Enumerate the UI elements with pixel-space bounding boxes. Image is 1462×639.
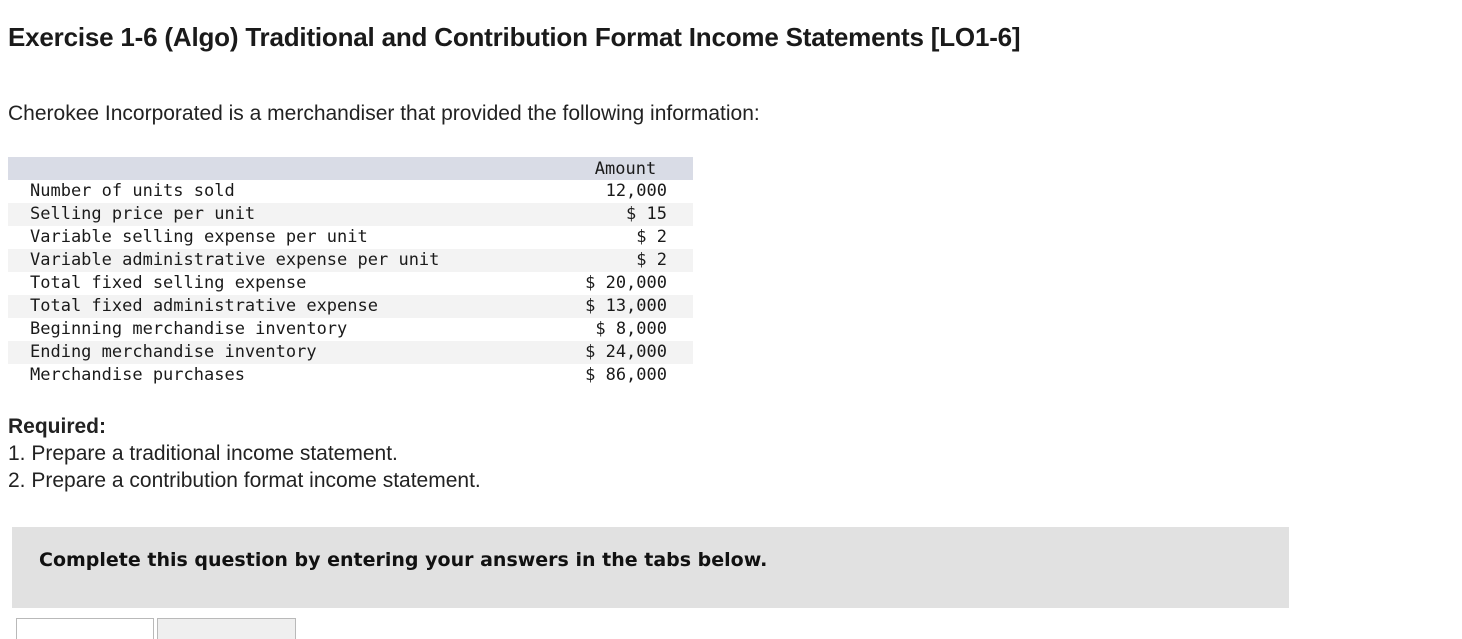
required-heading: Required: — [8, 415, 107, 438]
table-row — [8, 180, 693, 203]
row-value: $ 20,000 — [585, 273, 667, 293]
table-row — [8, 203, 693, 226]
data-table — [8, 157, 693, 387]
row-value: $ 86,000 — [585, 365, 667, 385]
instructions-banner — [12, 527, 1289, 608]
row-value: $ 2 — [558, 249, 693, 272]
tab-required-1[interactable] — [16, 618, 154, 639]
row-value: $ 2 — [636, 227, 667, 247]
page-title: Exercise 1-6 (Algo) Traditional and Contribution Format Income Statements [LO1-6] — [8, 22, 1021, 52]
label-column-header — [8, 157, 558, 180]
table-header-row — [8, 157, 693, 180]
table-row — [8, 295, 693, 318]
table-row — [8, 318, 693, 341]
required-section — [8, 413, 481, 494]
table-row — [8, 341, 693, 364]
required-item: 2. Prepare a contribution format income statement. — [8, 469, 481, 492]
row-value: $ 15 — [558, 203, 693, 226]
row-value: 12,000 — [605, 181, 667, 201]
row-label: Variable administrative expense per unit — [8, 249, 558, 272]
table-row — [8, 272, 693, 295]
banner-text: Complete this question by entering your answers in the tabs below. — [39, 549, 768, 571]
row-value: $ 13,000 — [558, 295, 693, 318]
row-label: Total fixed selling expense — [30, 273, 307, 293]
row-label: Merchandise purchases — [30, 365, 245, 385]
intro-text: Cherokee Incorporated is a merchandiser that provided the following information: — [8, 102, 760, 125]
table-row — [8, 364, 693, 387]
row-label: Variable selling expense per unit — [30, 227, 368, 247]
tab-required-2[interactable] — [157, 618, 296, 639]
row-label: Total fixed administrative expense — [8, 295, 558, 318]
row-label: Ending merchandise inventory — [8, 341, 558, 364]
amount-column-header: Amount — [558, 157, 693, 180]
row-label: Selling price per unit — [8, 203, 558, 226]
table-row — [8, 226, 693, 249]
row-value: $ 24,000 — [558, 341, 693, 364]
table-row — [8, 249, 693, 272]
required-item: 1. Prepare a traditional income statement. — [8, 442, 398, 465]
row-label: Number of units sold — [30, 181, 235, 201]
row-label: Beginning merchandise inventory — [30, 319, 348, 339]
row-value: $ 8,000 — [595, 319, 667, 339]
